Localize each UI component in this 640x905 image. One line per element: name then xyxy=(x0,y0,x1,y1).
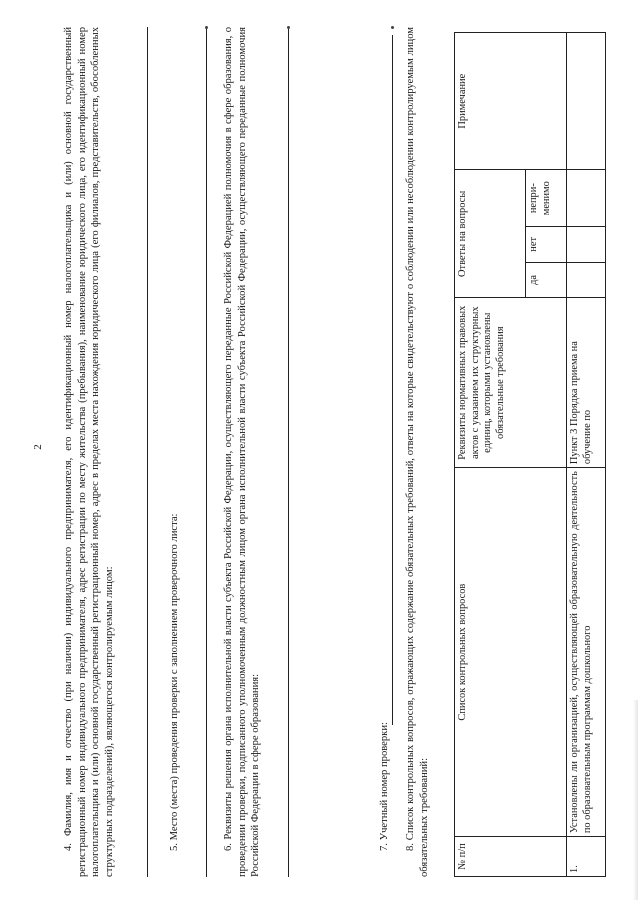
item-8-label: 8. Список контрольных вопросов, отражающих содержание обязательных требований, ответы на которые свидетельствуют о соблюдении или несоблюдении контролируемым лицом обязательных требований: xyxy=(405,27,430,877)
row-1-note[interactable] xyxy=(567,33,606,170)
item-8-text xyxy=(404,27,431,877)
item-5-text xyxy=(168,27,182,877)
scan-speck xyxy=(391,26,394,29)
item-6-fill-line xyxy=(288,27,289,877)
item-6-label: 6. Реквизиты решения органа исполнительной власти субъекта Российской Федерации, осуществляющего переданные Российской Федерацией полномочия в сфере образования, о проведении проверки, подписанного уполномоченным должностным лицом органа исполнительной власти субъекта Российской Федерации, осуществляющего переданные полномочия Российской Федерации в сфере образования: xyxy=(223,27,262,877)
col-header-note: Примечание xyxy=(455,33,567,170)
col-header-requisites: Реквизиты нормативных правовых актов с указанием их структурных единиц, которыми установлены обязательные требования xyxy=(455,298,567,468)
table-row xyxy=(567,33,606,877)
item-4-text xyxy=(62,27,116,877)
item-6-text xyxy=(222,27,263,877)
row-1-na[interactable] xyxy=(567,170,606,227)
checklist-table xyxy=(454,32,606,877)
col-header-num: № п/п xyxy=(455,837,567,877)
col-header-yes: да xyxy=(526,262,567,298)
item-4-label: 4. Фамилия, имя и отчество (при наличии) индивидуального предпринимателя, его идентификационный номер налогоплательщика и (или) основной государственный регистрационный номер индивидуального предпринимателя, адрес регистрации по месту жительства (пребывания), наименование юридического лица, его идентификационный номер налогоплательщика и (или) основной государственный регистрационный номер, адрес в пределах места нахождения юридического лица (его филиалов, представительств, обособленных структурных подразделений), являющегося контролируемым лицом: xyxy=(63,27,115,877)
table-header-row xyxy=(455,33,526,877)
item-7-label: 7. Учетный номер проверки: xyxy=(379,722,390,851)
row-1-requisite: Пункт 3 Порядка приема на обучение по xyxy=(567,298,606,468)
item-5-label: 5. Место (места) проведения проверки с заполнением проверочного листа: xyxy=(169,513,180,851)
item-5-fill-line xyxy=(206,27,207,877)
scan-edge-shadow xyxy=(633,700,638,900)
row-1-question: Установлены ли организацией, осуществляющей образовательную деятельность по образовательным программам дошкольного xyxy=(567,468,606,837)
item-7-text xyxy=(378,27,392,877)
item-7-fill-line xyxy=(392,35,393,725)
scan-speck xyxy=(287,26,290,29)
row-1-no[interactable] xyxy=(567,227,606,263)
item-4-fill-line xyxy=(147,27,148,877)
col-header-no: нет xyxy=(526,227,567,263)
row-1-yes[interactable] xyxy=(567,262,606,298)
col-header-na: непри-менимо xyxy=(526,170,567,227)
page-number: 2 xyxy=(32,444,44,450)
rotated-document-page xyxy=(32,27,600,877)
row-1-num: 1. xyxy=(567,837,606,877)
col-header-questions: Список контрольных вопросов xyxy=(455,468,567,837)
scan-speck xyxy=(205,26,208,29)
col-header-answers: Ответы на вопросы xyxy=(455,170,526,298)
